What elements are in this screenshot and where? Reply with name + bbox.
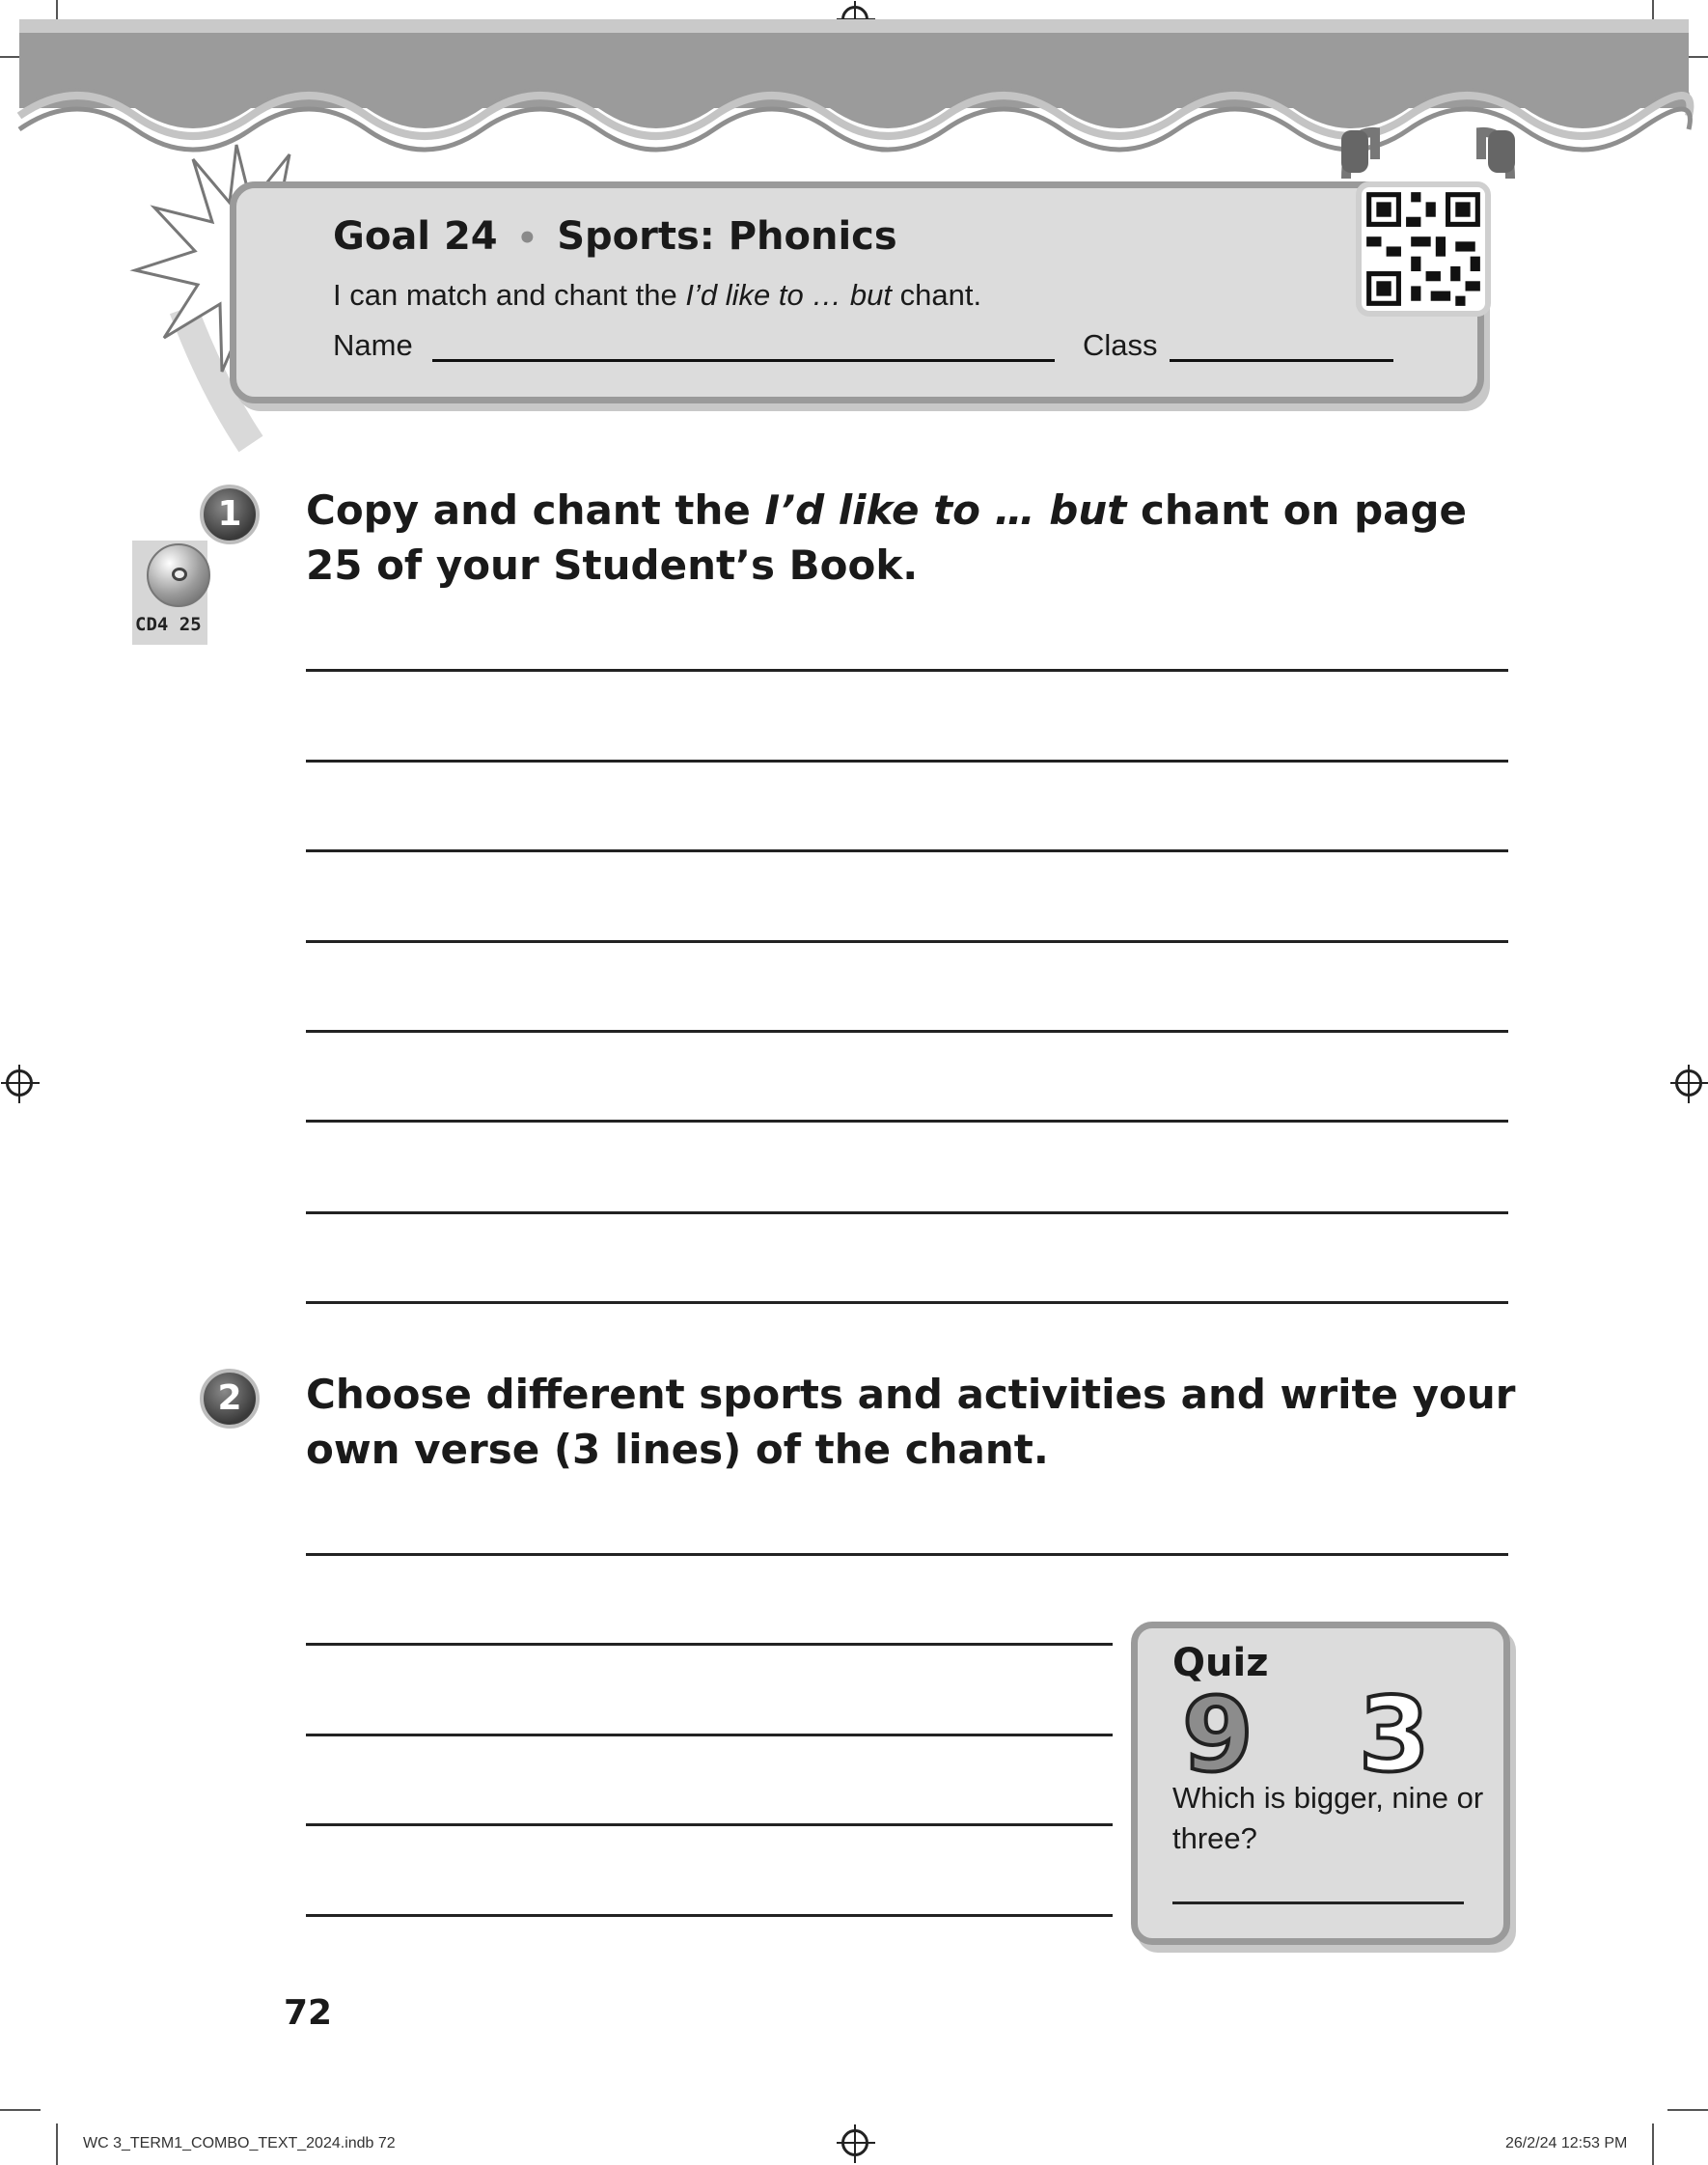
page-number: 72 xyxy=(284,1993,333,2033)
writing-line[interactable] xyxy=(306,940,1508,943)
writing-line[interactable] xyxy=(306,849,1508,852)
registration-mark-icon xyxy=(841,2129,868,2156)
instruction-text-end: chant on page 25 of your Student’s Book. xyxy=(306,486,1468,589)
writing-line[interactable] xyxy=(306,760,1508,763)
exercise-number-badge: 2 xyxy=(200,1369,260,1429)
crop-mark xyxy=(0,2109,41,2111)
quiz-number-three: 3 xyxy=(1359,1676,1430,1794)
quiz-title: Quiz xyxy=(1172,1641,1269,1685)
objective-text-end: chant. xyxy=(892,278,982,312)
footer-timestamp: 26/2/24 12:53 PM xyxy=(1505,2135,1628,2151)
class-label: Class xyxy=(1083,328,1158,362)
qr-code[interactable] xyxy=(1356,181,1491,317)
writing-line[interactable] xyxy=(306,1301,1508,1304)
quiz-number-nine: 9 xyxy=(1182,1676,1253,1794)
name-label: Name xyxy=(333,328,413,362)
writing-line[interactable] xyxy=(306,1734,1113,1736)
writing-line[interactable] xyxy=(306,1553,1508,1556)
instruction-text: Copy and chant the xyxy=(306,486,765,534)
registration-mark-icon xyxy=(6,1069,33,1096)
crop-mark xyxy=(1667,2109,1708,2111)
writing-line[interactable] xyxy=(306,1211,1508,1214)
writing-line[interactable] xyxy=(306,1643,1113,1646)
quiz-answer-line[interactable] xyxy=(1172,1901,1464,1904)
exercise-number-badge: 1 xyxy=(200,485,260,544)
goal-number: Goal 24 xyxy=(333,214,498,259)
registration-mark-icon xyxy=(1675,1069,1702,1096)
footer-file-info: WC 3_TERM1_COMBO_TEXT_2024.indb 72 xyxy=(83,2135,396,2151)
writing-line[interactable] xyxy=(306,1120,1508,1123)
cd-hole xyxy=(172,568,187,581)
goal-topic: Sports: Phonics xyxy=(557,214,897,259)
instruction-chant-name: I’d like to … but xyxy=(764,486,1127,534)
cd-track-label[interactable]: CD4 25 xyxy=(135,614,202,635)
name-field[interactable] xyxy=(432,333,1055,362)
goal-objective xyxy=(333,278,981,313)
writing-line[interactable] xyxy=(306,1030,1508,1033)
objective-text: I can match and chant the xyxy=(333,278,686,312)
writing-line[interactable] xyxy=(306,1823,1113,1826)
objective-chant-name: I’d like to … but xyxy=(685,278,892,312)
crop-mark xyxy=(1652,2123,1654,2165)
quiz-question: Which is bigger, nine or three? xyxy=(1172,1781,1484,1855)
exercise-instruction: Choose different sports and activities and write your own verse (3 lines) of the chant. xyxy=(306,1371,1516,1473)
class-field[interactable] xyxy=(1170,333,1393,362)
writing-line[interactable] xyxy=(306,1914,1113,1917)
exercise-instruction xyxy=(306,483,1522,593)
goal-title xyxy=(333,214,897,259)
writing-line[interactable] xyxy=(306,669,1508,672)
title-separator: • xyxy=(516,219,538,258)
qr-code-icon xyxy=(1362,187,1485,311)
crop-mark xyxy=(56,2123,58,2165)
